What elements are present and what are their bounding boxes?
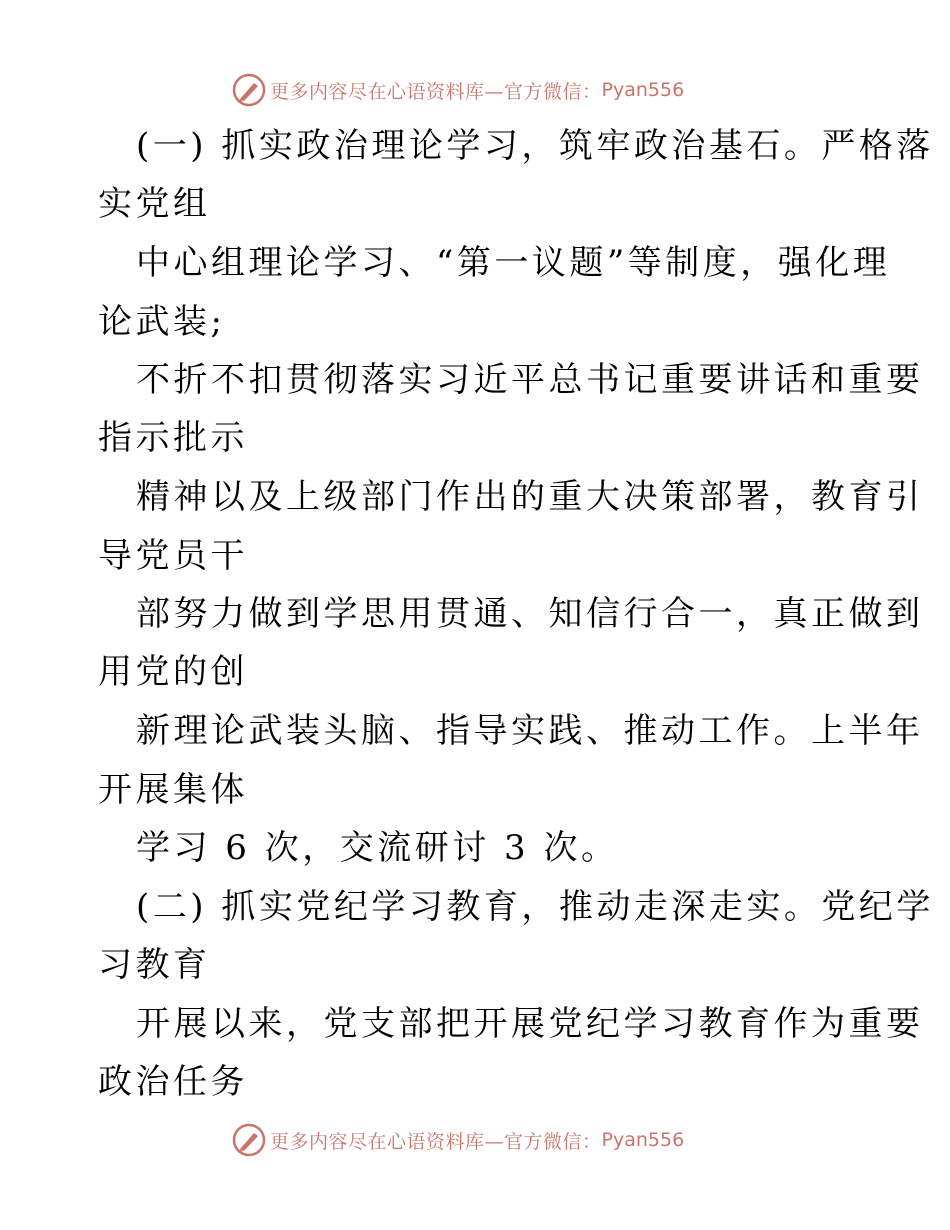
- text-line: 开展集体: [98, 770, 248, 810]
- watermark-header: [232, 72, 684, 108]
- pen-logo-icon: [232, 73, 266, 107]
- watermark-wechat-id: Pyan556: [601, 79, 685, 101]
- text-line: 政治任务: [98, 1062, 248, 1102]
- text-line: 指示批示: [98, 418, 248, 458]
- text-line: 导党员干: [98, 536, 248, 576]
- text-line: 中心组理论学习、“第一议题”等制度，强化理: [136, 243, 891, 283]
- text-line: 不折不扣贯彻落实习近平总书记重要讲话和重要: [136, 360, 924, 400]
- text-line: 精神以及上级部门作出的重大决策部署，教育引: [136, 477, 924, 517]
- text-line: 习教育: [98, 945, 211, 985]
- text-line: 开展以来，党支部把开展党纪学习教育作为重要: [136, 1004, 924, 1044]
- text-line: 用党的创: [98, 652, 248, 692]
- watermark-footer: [232, 1122, 684, 1158]
- text-line: 学习 6 次，交流研讨 3 次。: [136, 828, 619, 868]
- text-line: 新理论武装头脑、指导实践、推动工作。上半年: [136, 711, 924, 751]
- text-line: 部努力做到学思用贯通、知信行合一，真正做到: [136, 594, 924, 634]
- pen-logo-icon: [232, 1123, 266, 1157]
- watermark-wechat-id: Pyan556: [601, 1129, 685, 1151]
- text-line: (一) 抓实政治理论学习，筑牢政治基石。严格落: [136, 126, 934, 166]
- text-line: 实党组: [98, 184, 211, 224]
- text-line: (二) 抓实党纪学习教育，推动走深走实。党纪学: [136, 887, 934, 927]
- watermark-text: 更多内容尽在心语资料库—官方微信：: [270, 1130, 602, 1153]
- text-line: 论武装;: [98, 302, 226, 342]
- watermark-text: 更多内容尽在心语资料库—官方微信：: [270, 80, 602, 103]
